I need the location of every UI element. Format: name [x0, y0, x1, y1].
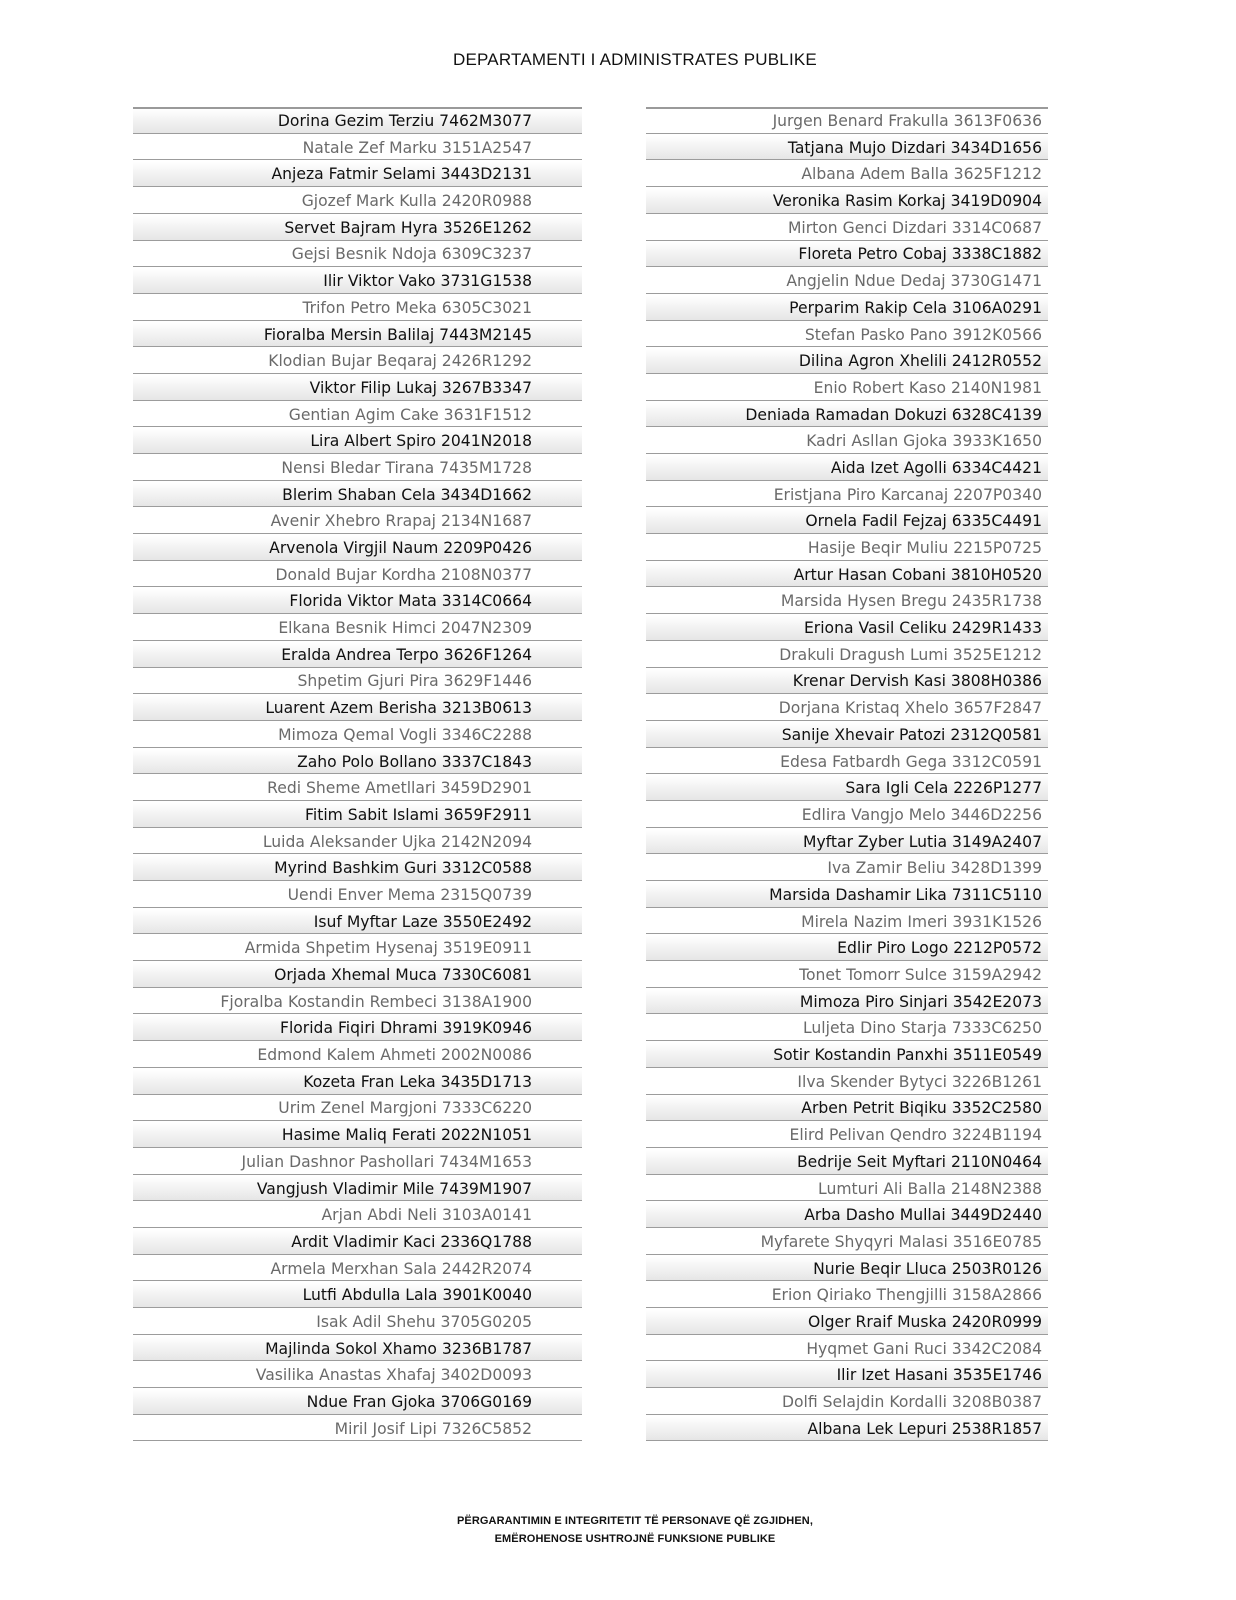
- list-item: Ilir Izet Hasani 3535E1746: [646, 1363, 1048, 1388]
- names-column-left: [133, 107, 582, 1443]
- list-item: Majlinda Sokol Xhamo 3236B1787: [133, 1337, 582, 1362]
- list-item: Vangjush Vladimir Mile 7439M1907: [133, 1177, 582, 1202]
- list-item: Ornela Fadil Fejzaj 6335C4491: [646, 509, 1048, 534]
- list-item: Blerim Shaban Cela 3434D1662: [133, 483, 582, 508]
- list-item: Mirela Nazim Imeri 3931K1526: [646, 910, 1048, 935]
- list-item: Drakuli Dragush Lumi 3525E1212: [646, 643, 1048, 668]
- list-item: Enio Robert Kaso 2140N1981: [646, 376, 1048, 401]
- names-column-right: [646, 107, 1048, 1443]
- list-item: Elkana Besnik Himci 2047N2309: [133, 616, 582, 641]
- list-item: Avenir Xhebro Rrapaj 2134N1687: [133, 509, 582, 534]
- list-item: Miril Josif Lipi 7326C5852: [133, 1417, 582, 1442]
- list-item: Servet Bajram Hyra 3526E1262: [133, 216, 582, 241]
- list-item: Aida Izet Agolli 6334C4421: [646, 456, 1048, 481]
- list-item: Tonet Tomorr Sulce 3159A2942: [646, 963, 1048, 988]
- list-item: Eriona Vasil Celiku 2429R1433: [646, 616, 1048, 641]
- list-item: Shpetim Gjuri Pira 3629F1446: [133, 669, 582, 694]
- list-item: Dolfi Selajdin Kordalli 3208B0387: [646, 1390, 1048, 1415]
- list-item: Edesa Fatbardh Gega 3312C0591: [646, 750, 1048, 775]
- list-item: Donald Bujar Kordha 2108N0377: [133, 563, 582, 588]
- list-item: Eralda Andrea Terpo 3626F1264: [133, 643, 582, 668]
- list-item: Ardit Vladimir Kaci 2336Q1788: [133, 1230, 582, 1255]
- footer-line-2: EMËROHENOSE USHTROJNË FUNKSIONE PUBLIKE: [494, 1533, 776, 1545]
- list-item: Iva Zamir Beliu 3428D1399: [646, 856, 1048, 881]
- list-item: Stefan Pasko Pano 3912K0566: [646, 323, 1048, 348]
- list-item: Armida Shpetim Hysenaj 3519E0911: [133, 936, 582, 961]
- list-item: Albana Lek Lepuri 2538R1857: [646, 1417, 1048, 1442]
- list-item: Gentian Agim Cake 3631F1512: [133, 403, 582, 428]
- list-item: Krenar Dervish Kasi 3808H0386: [646, 669, 1048, 694]
- list-item: Orjada Xhemal Muca 7330C6081: [133, 963, 582, 988]
- list-item: Nurie Beqir Lluca 2503R0126: [646, 1257, 1048, 1282]
- list-item: Artur Hasan Cobani 3810H0520: [646, 563, 1048, 588]
- page-title: DEPARTAMENTI I ADMINISTRATES PUBLIKE: [453, 50, 817, 69]
- list-item: Veronika Rasim Korkaj 3419D0904: [646, 189, 1048, 214]
- list-item: Marsida Hysen Bregu 2435R1738: [646, 589, 1048, 614]
- list-item: Dorina Gezim Terziu 7462M3077: [133, 109, 582, 134]
- list-item: Hyqmet Gani Ruci 3342C2084: [646, 1337, 1048, 1362]
- list-item: Marsida Dashamir Lika 7311C5110: [646, 883, 1048, 908]
- list-item: Vasilika Anastas Xhafaj 3402D0093: [133, 1363, 582, 1388]
- list-item: Dorjana Kristaq Xhelo 3657F2847: [646, 696, 1048, 721]
- list-item: Anjeza Fatmir Selami 3443D2131: [133, 162, 582, 187]
- footer-line-1: PËRGARANTIMIN E INTEGRITETIT TË PERSONAVE QË ZGJIDHEN,: [456, 1515, 813, 1527]
- list-item: Edlir Piro Logo 2212P0572: [646, 936, 1048, 961]
- list-item: Albana Adem Balla 3625F1212: [646, 162, 1048, 187]
- list-item: Florida Viktor Mata 3314C0664: [133, 589, 582, 614]
- list-item: Floreta Petro Cobaj 3338C1882: [646, 242, 1048, 267]
- list-item: Myftar Zyber Lutia 3149A2407: [646, 830, 1048, 855]
- list-item: Ilir Viktor Vako 3731G1538: [133, 269, 582, 294]
- list-item: Mirton Genci Dizdari 3314C0687: [646, 216, 1048, 241]
- list-item: Bedrije Seit Myftari 2110N0464: [646, 1150, 1048, 1175]
- list-item: Sara Igli Cela 2226P1277: [646, 776, 1048, 801]
- list-item: Isuf Myftar Laze 3550E2492: [133, 910, 582, 935]
- list-item: Mimoza Qemal Vogli 3346C2288: [133, 723, 582, 748]
- list-item: Olger Rraif Muska 2420R0999: [646, 1310, 1048, 1335]
- list-item: Arben Petrit Biqiku 3352C2580: [646, 1096, 1048, 1121]
- list-item: Kadri Asllan Gjoka 3933K1650: [646, 429, 1048, 454]
- list-item: Mimoza Piro Sinjari 3542E2073: [646, 990, 1048, 1015]
- list-item: Ilva Skender Bytyci 3226B1261: [646, 1070, 1048, 1095]
- list-item: Nensi Bledar Tirana 7435M1728: [133, 456, 582, 481]
- list-item: Dilina Agron Xhelili 2412R0552: [646, 349, 1048, 374]
- list-item: Myfarete Shyqyri Malasi 3516E0785: [646, 1230, 1048, 1255]
- list-item: Erion Qiriako Thengjilli 3158A2866: [646, 1283, 1048, 1308]
- list-item: Uendi Enver Mema 2315Q0739: [133, 883, 582, 908]
- list-item: Edlira Vangjo Melo 3446D2256: [646, 803, 1048, 828]
- list-item: Gejsi Besnik Ndoja 6309C3237: [133, 242, 582, 267]
- list-item: Kozeta Fran Leka 3435D1713: [133, 1070, 582, 1095]
- list-item: Arvenola Virgjil Naum 2209P0426: [133, 536, 582, 561]
- list-item: Florida Fiqiri Dhrami 3919K0946: [133, 1016, 582, 1041]
- list-item: Arjan Abdi Neli 3103A0141: [133, 1203, 582, 1228]
- list-item: Fitim Sabit Islami 3659F2911: [133, 803, 582, 828]
- list-item: Fjoralba Kostandin Rembeci 3138A1900: [133, 990, 582, 1015]
- list-item: Isak Adil Shehu 3705G0205: [133, 1310, 582, 1335]
- list-item: Armela Merxhan Sala 2442R2074: [133, 1257, 582, 1282]
- list-item: Eristjana Piro Karcanaj 2207P0340: [646, 483, 1048, 508]
- list-item: Lutfi Abdulla Lala 3901K0040: [133, 1283, 582, 1308]
- list-item: Trifon Petro Meka 6305C3021: [133, 296, 582, 321]
- list-item: Luljeta Dino Starja 7333C6250: [646, 1016, 1048, 1041]
- list-item: Ndue Fran Gjoka 3706G0169: [133, 1390, 582, 1415]
- list-item: Redi Sheme Ametllari 3459D2901: [133, 776, 582, 801]
- list-item: Julian Dashnor Pashollari 7434M1653: [133, 1150, 582, 1175]
- list-item: Hasime Maliq Ferati 2022N1051: [133, 1123, 582, 1148]
- list-item: Natale Zef Marku 3151A2547: [133, 136, 582, 161]
- list-item: Gjozef Mark Kulla 2420R0988: [133, 189, 582, 214]
- list-item: Sanije Xhevair Patozi 2312Q0581: [646, 723, 1048, 748]
- list-item: Deniada Ramadan Dokuzi 6328C4139: [646, 403, 1048, 428]
- list-item: Hasije Beqir Muliu 2215P0725: [646, 536, 1048, 561]
- list-item: Angjelin Ndue Dedaj 3730G1471: [646, 269, 1048, 294]
- list-item: Jurgen Benard Frakulla 3613F0636: [646, 109, 1048, 134]
- list-item: Viktor Filip Lukaj 3267B3347: [133, 376, 582, 401]
- list-item: Zaho Polo Bollano 3337C1843: [133, 750, 582, 775]
- list-item: Sotir Kostandin Panxhi 3511E0549: [646, 1043, 1048, 1068]
- list-item: Perparim Rakip Cela 3106A0291: [646, 296, 1048, 321]
- list-item: Arba Dasho Mullai 3449D2440: [646, 1203, 1048, 1228]
- list-item: Tatjana Mujo Dizdari 3434D1656: [646, 136, 1048, 161]
- list-item: Luida Aleksander Ujka 2142N2094: [133, 830, 582, 855]
- list-item: Urim Zenel Margjoni 7333C6220: [133, 1096, 582, 1121]
- list-item: Luarent Azem Berisha 3213B0613: [133, 696, 582, 721]
- list-item: Edmond Kalem Ahmeti 2002N0086: [133, 1043, 582, 1068]
- list-item: Lira Albert Spiro 2041N2018: [133, 429, 582, 454]
- list-item: Lumturi Ali Balla 2148N2388: [646, 1177, 1048, 1202]
- list-item: Elird Pelivan Qendro 3224B1194: [646, 1123, 1048, 1148]
- list-item: Fioralba Mersin Balilaj 7443M2145: [133, 323, 582, 348]
- list-item: Myrind Bashkim Guri 3312C0588: [133, 856, 582, 881]
- list-item: Klodian Bujar Beqaraj 2426R1292: [133, 349, 582, 374]
